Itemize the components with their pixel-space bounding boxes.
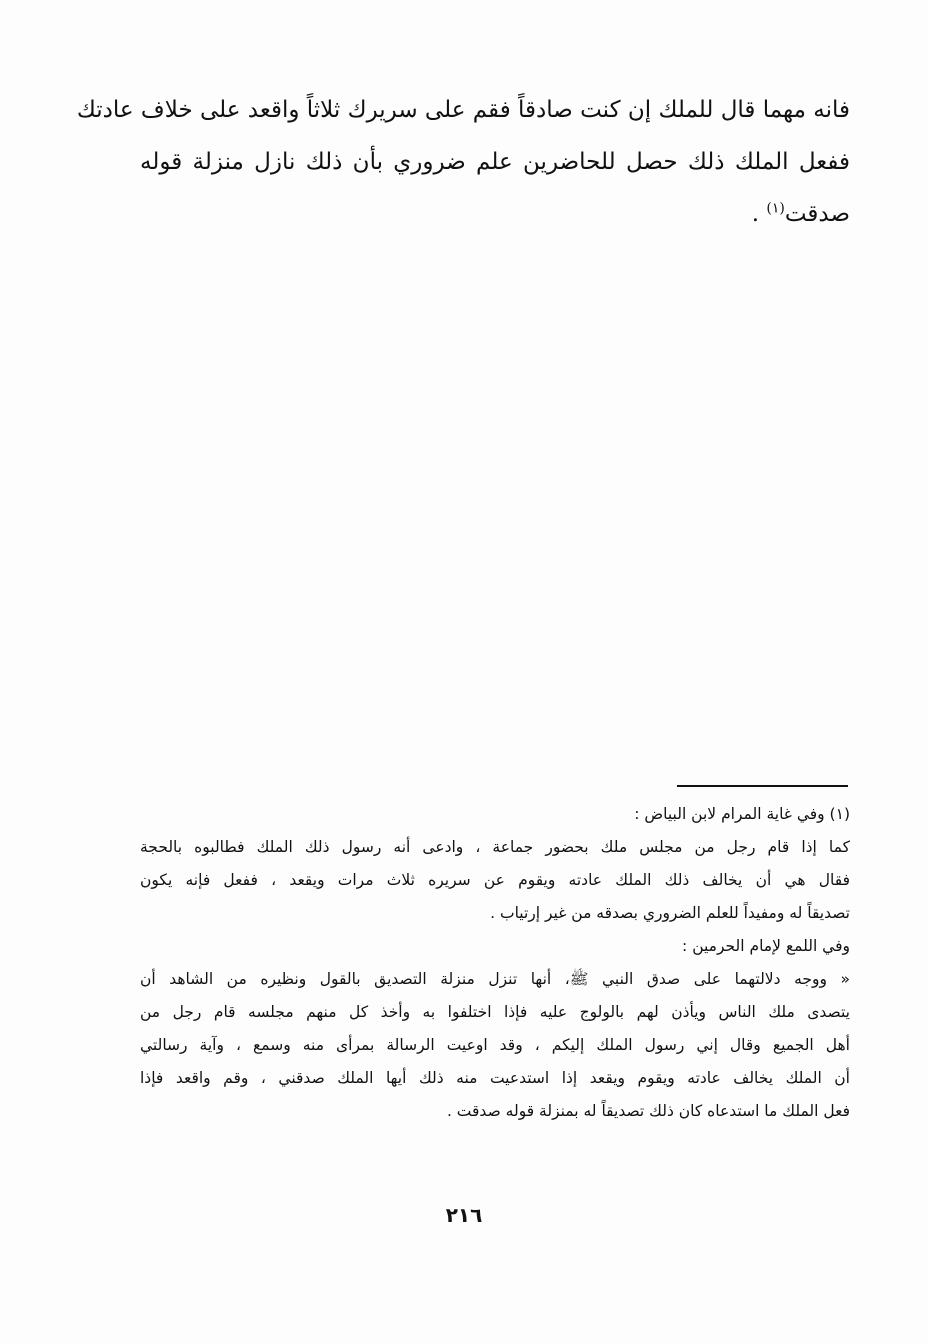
main-text-line: ففعل الملك ذلك حصل للحاضرين علم ضروري بأن ذلك نازل منزلة قوله [140,149,850,175]
footnote-heading: (١) وفي غاية المرام لابن البياض : [634,805,850,823]
main-text-line-text: صدقت [784,201,850,227]
page-number: ٢١٦ [445,1203,483,1227]
footnote-line: « ووجه دلالتهما على صدق النبي ﷺ، أنها تنزل منزلة التصديق بالقول ونظيره من الشاهد أن [140,970,850,988]
main-text-line: فانه مهما قال للملك إن كنت صادقاً فقم على سريرك ثلاثاً واقعد على خلاف عادتك [76,97,850,123]
footnote-line: تصديقاً له ومفيداً للعلم الضروري بصدقه من غير إرتياب . [490,904,850,922]
footnote-line: أهل الجميع وقال إني رسول الملك إليكم ، وقد اوعيت الرسالة بمرأى منه وسمع ، وآية رسالتي [140,1036,850,1054]
footnote-subheading: وفي اللمع لإمام الحرمين : [682,937,850,955]
footnotes-block [140,798,850,1128]
footnote-reference[interactable]: (١) [766,200,785,217]
footnote-line: كما إذا قام رجل من مجلس ملك بحضور جماعة ، وادعى أنه رسول ذلك الملك فطالبوه بالحجة [140,838,850,856]
footnote-separator-rule [677,785,848,787]
main-text-line [140,188,850,240]
footnote-line: فقال هي أن يخالف ذلك الملك عادته ويقوم عن سريره ثلاث مرات ويقعد ، ففعل فإنه يكون [140,871,850,889]
end-mark: . [751,201,760,227]
footnote-line: يتصدى ملك الناس ويأذن لهم بالولوج عليه فإذا اختلفوا به وأخذ كل منهم مجلسه قام رجل من [140,1003,850,1021]
footnote-line: أن الملك يخالف عادته ويقوم ويقعد إذا استدعيت منه ذلك أيها الملك صدقني ، وقم واقعد فإذا [140,1069,850,1087]
footnote-line: فعل الملك ما استدعاه كان ذلك تصديقاً له بمنزلة قوله صدقت . [446,1102,850,1120]
main-text-block [76,84,850,240]
